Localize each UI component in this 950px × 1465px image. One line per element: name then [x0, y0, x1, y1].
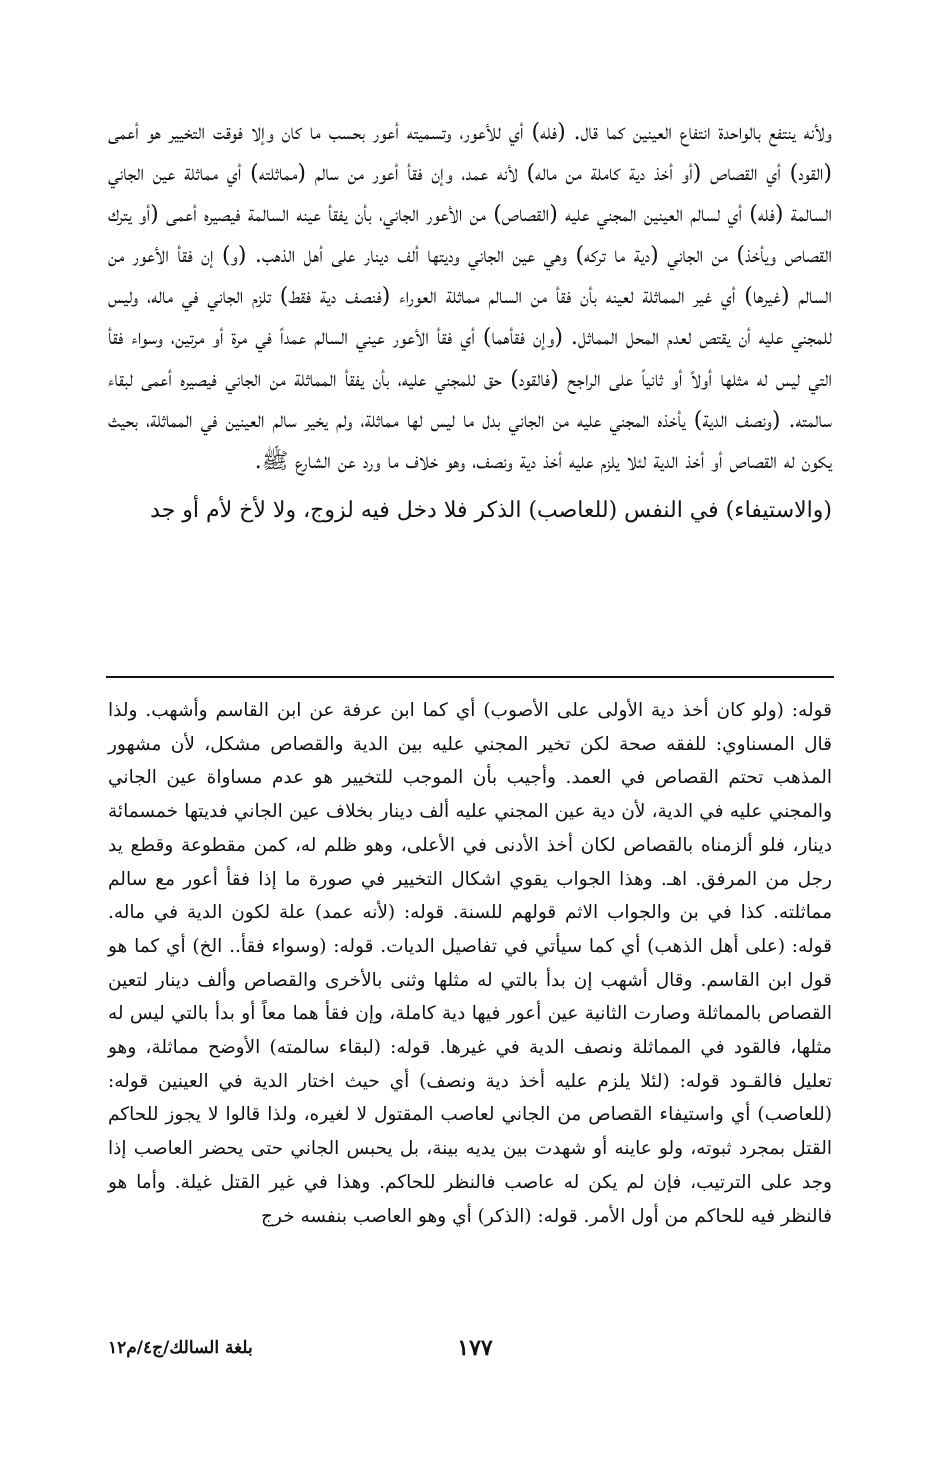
- footnote-divider: [106, 676, 834, 678]
- page-number: ١٧٧: [457, 1335, 493, 1361]
- commentary-notes: [108, 694, 832, 1233]
- main-paragraph: (والاستيفاء) في النفس (للعاصب) الذكر فلا دخل فيه لزوج، ولا لأخ لأم أو جد: [150, 497, 832, 523]
- running-footer: بلغة السالك/ج٤/م١٢: [108, 1338, 253, 1358]
- notes-paragraph: قوله: (ولو كان أخذ دية الأولى على الأصوب) أي كما ابن عرفة عن ابن القاسم وأشهب. ولذا قال المسناوي: للفقه صحة لكن تخير المجني عليه بين الدية والقصاص مشكل، لأن مشهور المذهب تحتم القصاص في العمد. وأجيب بأن الموجب للتخيير هو عدم مساواة عين الجاني والمجني عليه في الدية، لأن دية عين المجني عليه ألف دينار بخلاف عين الجاني فديتها خمسمائة دينار، فلو ألزمناه بالقصاص لكان أخذ الأدنى في الأعلى، وهو ظلم له، كمن مقطوعة وقطع يد رجل من المرفق. اهـ. وهذا الجواب يقوي اشكال التخيير في صورة ما إذا فقأ أعور مع سالم مماثلته. كذا في بن والجواب الاثم قولهم للسنة. قوله: (لأنه عمد) علة لكون الدية في ماله. قوله: (على أهل الذهب) أي كما سيأتي في تفاصيل الديات. قوله: (وسواء فقأ.. الخ) أي كما هو قول ابن القاسم. وقال أشهب إن بدأ بالتي له مثلها وثنى بالأخرى والقصاص وألف دينار لتعين القصاص بالمماثلة وصارت الثانية عين أعور فيها دية كاملة، وإن فقأ هما معاً أو بدأ بالتي ليس له مثلها، فالقود في المماثلة ونصف الدية في غيرها. قوله: (لبقاء سالمته) الأوضح مماثلة، وهو تعليل فالقـود قوله: (لئلا يلزم عليه أخذ دية ونصف) أي حيث اختار الدية في العينين قوله: (للعاصب) أي واستيفاء القصاص من الجاني لعاصب المقتول لا لغيره، ولذا قالوا لا يجوز للحاكم القتل بمجرد ثبوته، ولو عاينه أو شهدت بين يديه بينة، بل يحبس الجاني حتى يحضر العاصب إذا وجد على الترتيب، فإن لم يكن له عاصب فالنظر للحاكم. وهذا في غير القتل غيلة. وأما هو فالنظر فيه للحاكم من أول الأمر. قوله: (الذكر) أي وهو العاصب بنفسه خرج: [108, 700, 832, 1227]
- main-text: [108, 112, 832, 531]
- main-paragraph: ولأنه ينتفع بالواحدة انتفاع العينين كما قال. (فله) أي للأعور، وتسميته أعور بحسب ما كان وإلا فوقت التخيير هو أعمى (القود) أي القصاص (أو أخذ دية كاملة من ماله) لأنه عمد، وإن فقأ أعور من سالم (مماثلته) أي مماثلة عين الجاني السالمة (فله) أي لسالم العينين المجني عليه (القصاص) من الأعور الجاني، بأن يفقأ عينه السالمة فيصيره أعمى (أو يترك القصاص ويأخذ) من الجاني (دية ما تركه) وهي عين الجاني وديتها ألف دينار على أهل الذهب. (و) إن فقأ الأعور من السالم (غيرها) أي غير المماثلة لعينه بأن فقأ من السالم مماثلة العوراء (فنصف دية فقط) تلزم الجاني في ماله، وليس للمجني عليه أن يقتص لعدم المحل المماثل. (وإن فقأهما) أي فقأ الأعور عيني السالم عمداً في مرة أو مرتين، وسواء فقأ التي ليس له مثلها أولاً أو ثانياً على الراجح (فالقود) حق للمجني عليه، بأن يفقأ المماثلة من الجاني فيصيره أعمى لبقاء سالمته. (ونصف الدية) يأخذه المجني عليه من الجاني بدل ما ليس لها مماثلة، ولم يخير سالم العينين في المماثلة، بحيث يكون له القصاص أو أخذ الدية لئلا يلزم عليه أخذ دية ونصف، وهو خلاف ما ورد عن الشارع ﷺ.: [108, 120, 832, 474]
